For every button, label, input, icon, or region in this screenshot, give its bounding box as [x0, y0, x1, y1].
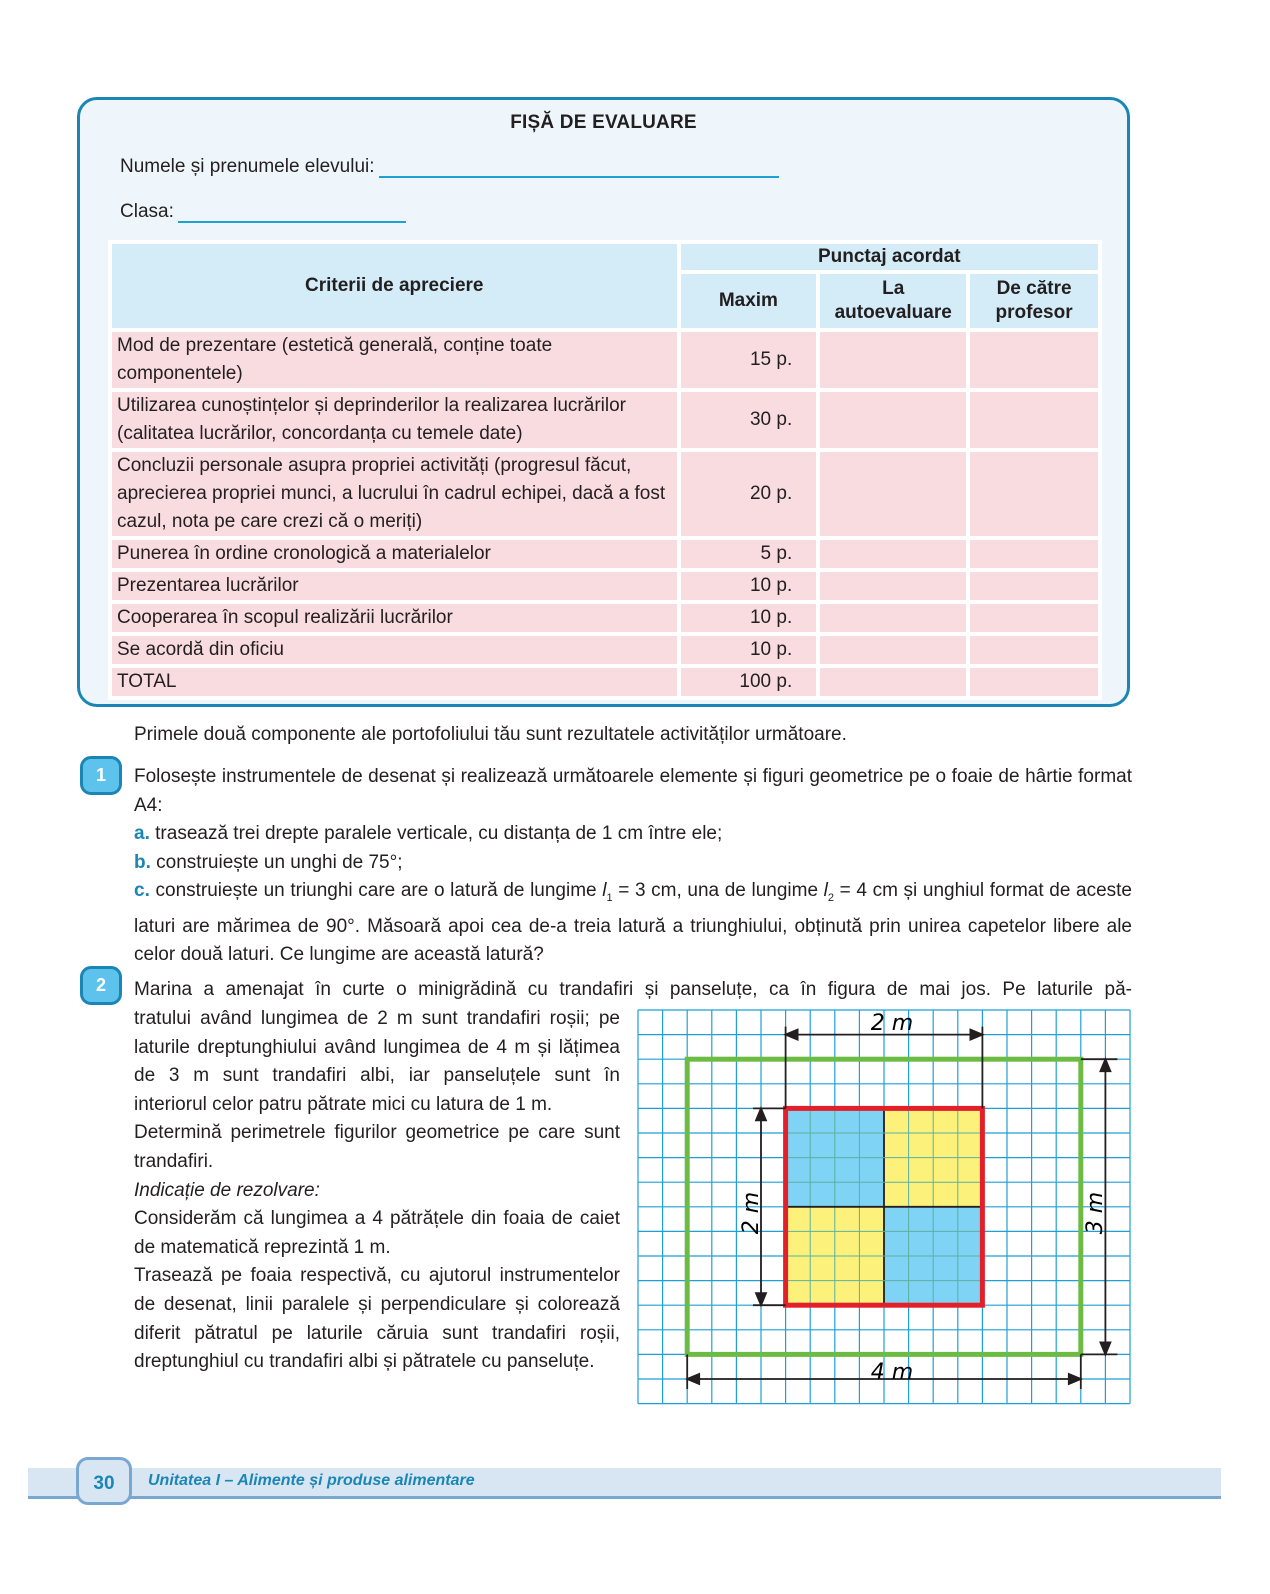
table-row [112, 540, 1098, 568]
header-teacher: De către profesor [970, 274, 1098, 328]
class-label: Clasa: [120, 201, 174, 222]
criterion-cell: Concluzii personale asupra propriei activități (progresul făcut, aprecierea propriei munci, a lucrului în cadrul echipei, dacă a fost cazul, nota pe care crezi că o meriți) [112, 452, 677, 536]
self-evaluation-cell[interactable] [820, 636, 966, 664]
max-points-cell: 10 p. [681, 604, 817, 632]
dimension-label-top: 2 m [870, 1011, 914, 1036]
exercise-number-badge: 2 [80, 966, 122, 1005]
max-points-cell: 15 p. [681, 332, 817, 388]
dimension-label-bottom: 4 m [870, 1360, 914, 1385]
criterion-cell: Utilizarea cunoștințelor și deprinderilor la realizarea lucrărilor (calitatea lucrărilor, concordanța cu temele date) [112, 392, 677, 448]
table-row [112, 392, 1098, 448]
header-criteria: Criterii de apreciere [112, 244, 677, 328]
self-evaluation-cell[interactable] [820, 668, 966, 696]
self-evaluation-cell[interactable] [820, 572, 966, 600]
header-points: Punctaj acordat [681, 244, 1098, 270]
teacher-score-cell[interactable] [970, 452, 1098, 536]
unit-title: Unitatea I – Alimente și produse alimentare [148, 1472, 475, 1489]
arrowhead-icon [687, 1374, 699, 1384]
max-points-cell: 5 p. [681, 540, 817, 568]
self-evaluation-cell[interactable] [820, 392, 966, 448]
exercise-2-paragraph: Trasează pe foaia respectivă, cu ajutorul instrumentelor de desenat, linii paralele și perpendiculare și colorează diferit pătratul pe laturile căruia sunt trandafiri roșii, dreptunghiul cu trandafiri albi și pătratele cu panseluțe. [134, 1265, 620, 1373]
table-row [112, 572, 1098, 600]
student-name-field [120, 156, 779, 178]
dimension-label-left: 2 m [739, 1191, 764, 1235]
arrowhead-icon [970, 1030, 982, 1040]
criterion-cell: Se acordă din oficiu [112, 636, 677, 664]
teacher-score-cell[interactable] [970, 572, 1098, 600]
teacher-score-cell[interactable] [970, 392, 1098, 448]
arrowhead-icon [756, 1293, 766, 1305]
exercise-number-badge: 1 [80, 756, 122, 795]
table-row [112, 452, 1098, 536]
teacher-score-cell[interactable] [970, 668, 1098, 696]
garden-diagram [636, 1008, 1132, 1406]
exercise-1-c: c. construiește un triunghi care are o latură de lungime $l_1 = 3$ cm, una de lungime $l_2 = 4$ cm și unghiul format de aceste laturi are mărimea de 90°. Măsoară apoi cea de-a treia latură a triunghiului, obținută prin unirea capetelor libere ale celor două laturi. Ce lungime are această latură? [134, 880, 1132, 966]
header-max: Maxim [681, 274, 817, 328]
exercise-2-paragraph: tratului având lungimea de 2 m sunt trandafiri roșii; pe laturile dreptunghiului având lungimea de 4 m și lățimea de 3 m sunt trandafiri albi, iar panseluțele sunt în interiorul celor patru pătrate mici cu latura de 1 m. [134, 1008, 620, 1115]
class-blank[interactable] [178, 201, 406, 223]
teacher-score-cell[interactable] [970, 332, 1098, 388]
exercise-2-body [134, 1005, 620, 1377]
self-evaluation-cell[interactable] [820, 452, 966, 536]
teacher-score-cell[interactable] [970, 604, 1098, 632]
exercise-1-text: Folosește instrumentele de desenat și realizează următoarele elemente și figuri geometrice pe o foaie de hârtie format A4: [134, 766, 1132, 816]
hint-label: Indicație de rezolvare: [134, 1179, 320, 1201]
exercise-2-first-line: Marina a amenajat în curte o minigrădină cu trandafiri și panseluțe, ca în figura de mai jos. Pe laturile pă- [134, 979, 1132, 1000]
criterion-cell: Mod de prezentare (estetică generală, conține toate componentele) [112, 332, 677, 388]
evaluation-sheet [77, 97, 1130, 707]
arrowhead-icon [1100, 1342, 1110, 1354]
table-row [112, 604, 1098, 632]
exercise-1-a: a. trasează trei drepte paralele verticale, cu distanța de 1 cm între ele; [134, 823, 723, 845]
exercise-2-paragraph: Considerăm că lungimea a 4 pătrățele din foaia de caiet de matematică reprezintă 1 m. [134, 1208, 620, 1258]
teacher-score-cell[interactable] [970, 636, 1098, 664]
exercise-1-b: b. construiește un unghi de 75°; [134, 851, 403, 873]
teacher-score-cell[interactable] [970, 540, 1098, 568]
criterion-cell: Cooperarea în scopul realizării lucrărilor [112, 604, 677, 632]
table-row [112, 332, 1098, 388]
dimension-label-right: 3 m [1083, 1191, 1108, 1235]
max-points-cell: 30 p. [681, 392, 817, 448]
exercise-2-paragraph: Determină perimetrele figurilor geometrice pe care sunt trandafiri. [134, 1122, 620, 1172]
arrowhead-icon [786, 1030, 798, 1040]
arrowhead-icon [1069, 1374, 1081, 1384]
student-name-blank[interactable] [379, 156, 779, 178]
self-evaluation-cell[interactable] [820, 332, 966, 388]
evaluation-table [108, 240, 1102, 700]
evaluation-title: FIȘĂ DE EVALUARE [510, 112, 697, 133]
arrowhead-icon [756, 1108, 766, 1120]
table-row [112, 668, 1098, 696]
class-field [120, 201, 406, 223]
criterion-cell: TOTAL [112, 668, 677, 696]
student-name-label: Numele și prenumele elevului: [120, 156, 375, 177]
max-points-cell: 10 p. [681, 636, 817, 664]
self-evaluation-cell[interactable] [820, 604, 966, 632]
self-evaluation-cell[interactable] [820, 540, 966, 568]
max-points-cell: 10 p. [681, 572, 817, 600]
arrowhead-icon [1100, 1059, 1110, 1071]
max-points-cell: 100 p. [681, 668, 817, 696]
intro-text: Primele două componente ale portofoliului tău sunt rezultatele activităților următoare. [134, 724, 847, 745]
max-points-cell: 20 p. [681, 452, 817, 536]
table-row [112, 636, 1098, 664]
exercise-1 [134, 763, 1132, 970]
criterion-cell: Prezentarea lucrărilor [112, 572, 677, 600]
page-number: 30 [76, 1457, 132, 1505]
header-self-evaluation: La autoevaluare [820, 274, 966, 328]
criterion-cell: Punerea în ordine cronologică a materialelor [112, 540, 677, 568]
